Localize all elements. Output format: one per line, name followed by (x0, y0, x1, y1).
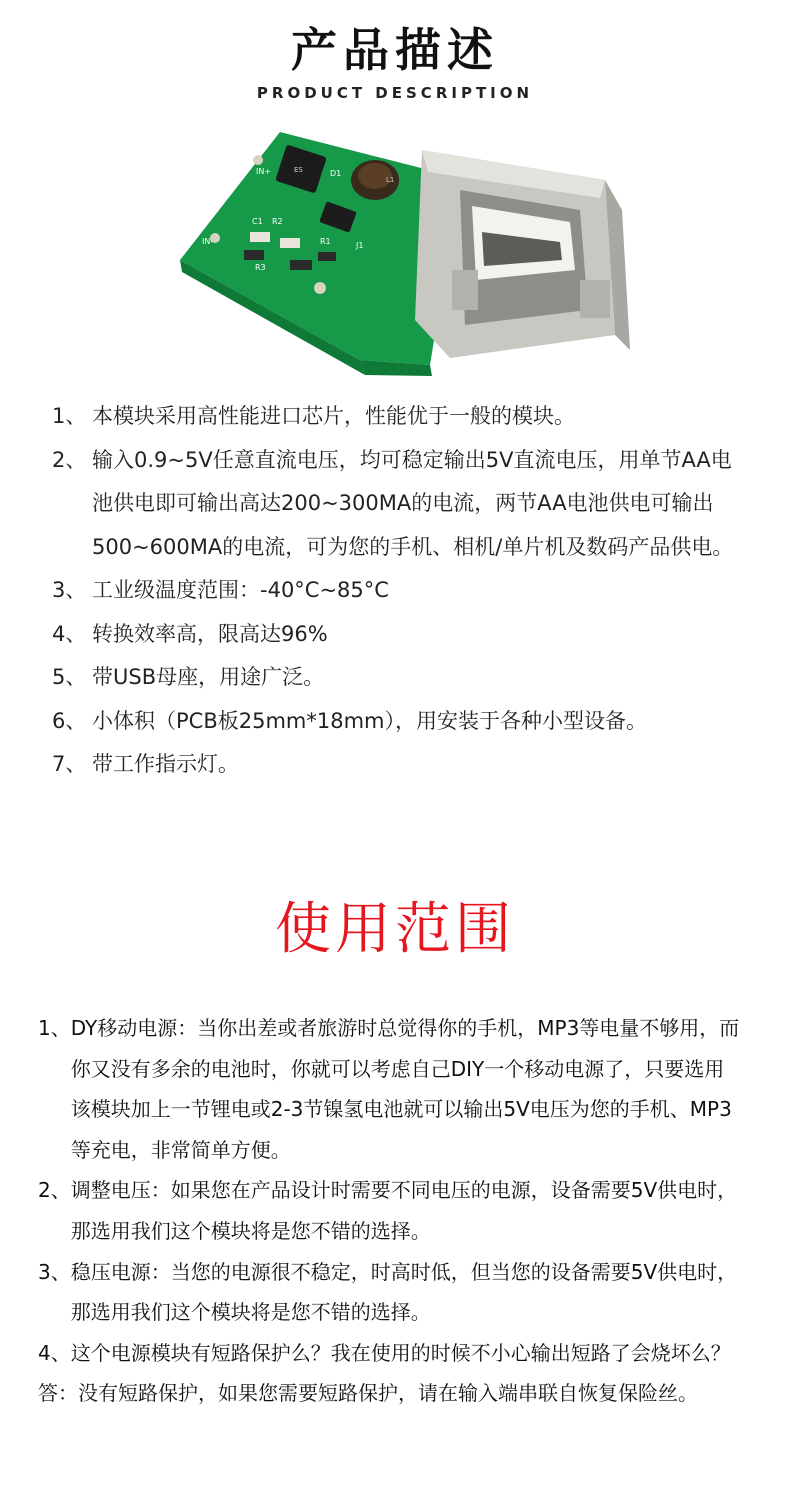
item-number: 2、 (38, 1178, 71, 1203)
item-number: 6、 (52, 708, 87, 733)
item-number: 1、 (38, 1016, 71, 1040)
silkscreen-in-minus: IN- (202, 237, 214, 246)
item-number: 5、 (52, 665, 87, 689)
silkscreen-d1: D1 (330, 169, 342, 178)
description-item (52, 700, 752, 744)
item-text: 小体积（PCB板25mm*18mm），用安装于各种小型设备。 (92, 708, 648, 733)
silkscreen-l1: L1 (386, 176, 395, 184)
item-text: 这个电源模块有短路保护么？我在使用的时候不小心输出短路了会烧坏么？ (70, 1340, 731, 1365)
item-text: 带USB母座，用途广泛。 (92, 665, 325, 689)
item-text: 转换效率高，限高达96% (92, 621, 328, 646)
item-number: 3、 (52, 578, 87, 602)
silkscreen-es: ES (294, 166, 303, 174)
description-item (52, 439, 752, 570)
description-item (52, 656, 752, 700)
description-item (52, 743, 752, 787)
item-text: 没有短路保护，如果您需要短路保护，请在输入端串联自恢复保险丝。 (78, 1381, 698, 1406)
item-number: 3、 (38, 1259, 71, 1284)
usage-item (38, 1333, 748, 1374)
description-item (52, 569, 752, 613)
usage-title: 使用范围 (275, 897, 515, 962)
item-number: 2、 (52, 447, 87, 472)
usb-connector (415, 150, 630, 358)
item-text: 本模块采用高性能进口芯片，性能优于一般的模块。 (92, 404, 575, 428)
item-number: 4、 (38, 1340, 71, 1365)
usage-item (38, 1252, 748, 1333)
item-text: 调整电压：如果您在产品设计时需要不同电压的电源，设备需要5V供电时，那选用我们这个模块将是您不错的选择。 (70, 1178, 738, 1243)
item-text: 工业级温度范围：-40°C~85°C (92, 578, 389, 602)
section-subtitle: PRODUCT DESCRIPTION (256, 84, 534, 102)
item-number: 7、 (52, 752, 87, 776)
description-item (52, 395, 752, 439)
silkscreen-r2: R2 (272, 217, 283, 226)
usage-item (38, 1170, 748, 1251)
item-number: 答： (38, 1381, 78, 1406)
product-image (160, 120, 630, 390)
silkscreen-r3: R3 (255, 263, 266, 272)
usage-item (38, 1008, 748, 1170)
item-number: 4、 (52, 621, 87, 646)
silkscreen-in-plus: IN+ (256, 167, 272, 176)
description-list (52, 395, 752, 787)
item-text: 带工作指示灯。 (92, 752, 239, 776)
silkscreen-r1: R1 (320, 237, 331, 246)
usage-list (38, 1008, 748, 1414)
description-item (52, 613, 752, 657)
item-text: 输入0.9~5V任意直流电压，均可稳定输出5V直流电压，用单节AA电池供电即可输出高达200~300MA的电流，两节AA电池供电可输出500~600MA的电流，可为您的手机、相机/单片机及数码产品供电。 (92, 447, 734, 559)
item-number: 1、 (52, 404, 87, 428)
item-text: 稳压电源：当您的电源很不稳定，时高时低，但当您的设备需要5V供电时，那选用我们这个模块将是您不错的选择。 (70, 1259, 738, 1325)
section-title: 产品描述 (291, 23, 499, 77)
item-text: DY移动电源：当你出差或者旅游时总觉得你的手机，MP3等电量不够用，而你又没有多余的电池时，你就可以考虑自己DIY一个移动电源了，只要选用该模块加上一节锂电或2-3节镍氢电池就可以输出5V电压为您的手机、MP3等充电，非常简单方便。 (70, 1016, 740, 1162)
silkscreen-j1: J1 (356, 241, 364, 250)
silkscreen-c1: C1 (252, 217, 263, 226)
usage-item (38, 1373, 748, 1414)
